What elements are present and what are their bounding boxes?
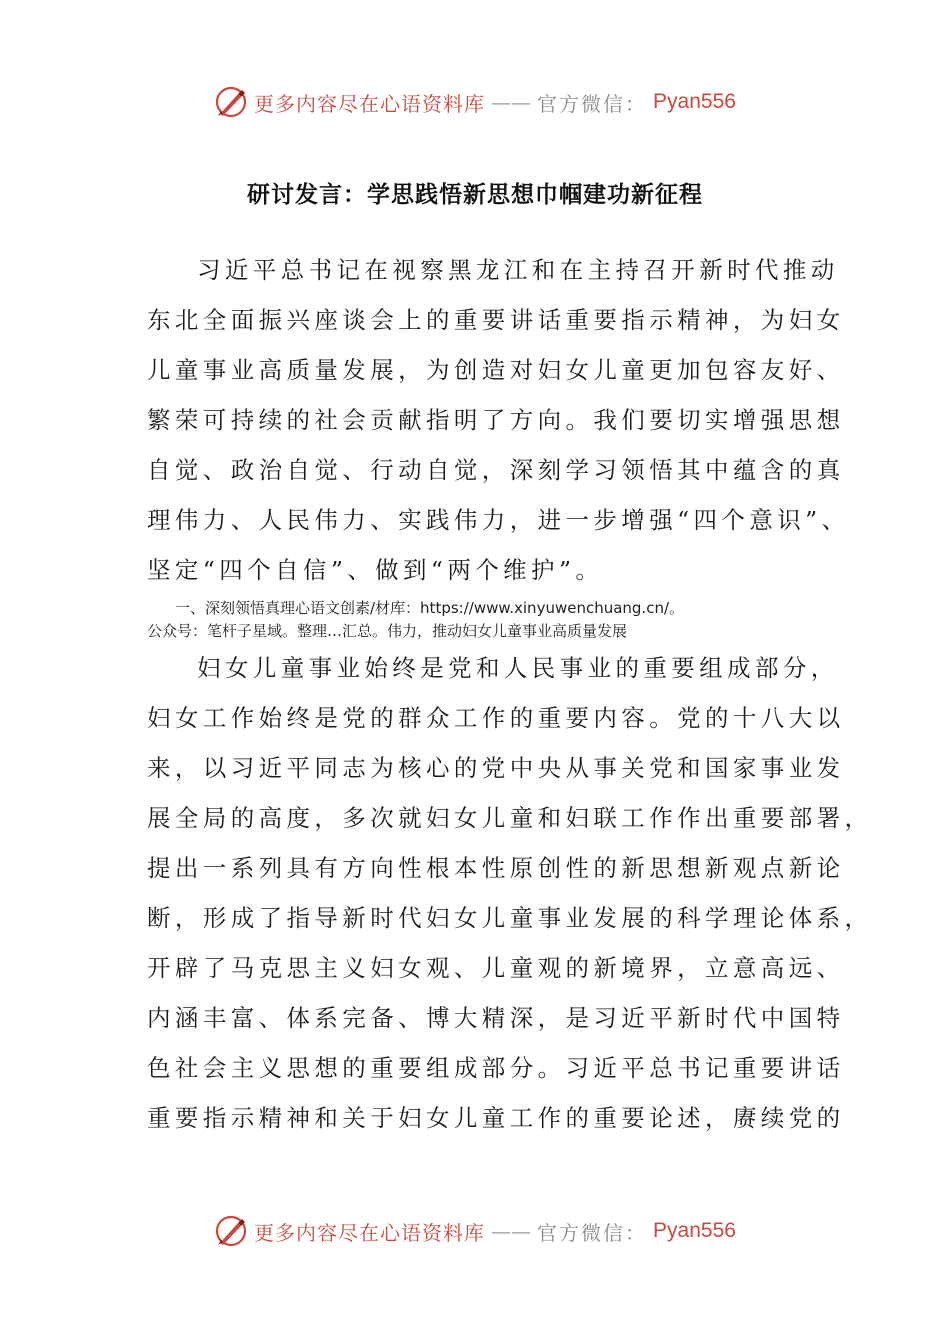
text-line: 理伟力、人民伟力、实践伟力，进一步增强“四个意识”、	[147, 506, 850, 534]
watermark-wechat-label: 官方微信：	[537, 91, 648, 116]
pen-logo-icon	[214, 1214, 248, 1248]
text-line: 妇女儿童事业始终是党和人民事业的重要组成部分，	[197, 654, 839, 682]
text-line: 内涵丰富、体系完备、博大精深，是习近平新时代中国特	[147, 1004, 845, 1032]
text-line: 展全局的高度，多次就妇女儿童和妇联工作作出重要部署，	[147, 804, 873, 832]
watermark-banner-bottom	[0, 1211, 950, 1251]
text-line: 开辟了马克思主义妇女观、儿童观的新境界，立意高远、	[147, 954, 845, 982]
text-line: 儿童事业高质量发展，为创造对妇女儿童更加包容友好、	[147, 356, 845, 384]
watermark-wechat-id: Pyan556	[653, 90, 736, 113]
heading-line: 公众号：笔杆子星域。整理…汇总。伟力，推动妇女儿童事业高质量发展	[147, 622, 628, 640]
watermark-dash: ——	[491, 1219, 532, 1243]
watermark-dash: ——	[491, 90, 532, 114]
text-line: 提出一系列具有方向性根本性原创性的新思想新观点新论	[147, 854, 845, 882]
document-title: 研讨发言：学思践悟新思想巾帼建功新征程	[247, 182, 703, 208]
pen-logo-icon	[214, 85, 248, 119]
watermark-text: 更多内容尽在心语资料库	[254, 91, 486, 116]
heading-line: 一、深刻领悟真理心语文创素/材库：https://www.xinyuwenchuang.cn/。	[175, 599, 685, 617]
watermark-wechat-label: 官方微信：	[537, 1220, 648, 1245]
text-line: 习近平总书记在视察黑龙江和在主持召开新时代推动	[197, 256, 839, 284]
watermark-wechat-id: Pyan556	[653, 1219, 736, 1242]
text-line: 繁荣可持续的社会贡献指明了方向。我们要切实增强思想	[147, 406, 845, 434]
text-line: 妇女工作始终是党的群众工作的重要内容。党的十八大以	[147, 704, 845, 732]
watermark-banner-top	[0, 82, 950, 122]
text-line: 东北全面振兴座谈会上的重要讲话重要指示精神，为妇女	[147, 306, 845, 334]
text-line: 自觉、政治自觉、行动自觉，深刻学习领悟其中蕴含的真	[147, 456, 845, 484]
watermark-text: 更多内容尽在心语资料库	[254, 1220, 486, 1245]
text-line: 重要指示精神和关于妇女儿童工作的重要论述，赓续党的	[147, 1104, 845, 1132]
text-line: 断，形成了指导新时代妇女儿童事业发展的科学理论体系，	[147, 904, 873, 932]
text-line: 坚定“四个自信”、做到“两个维护”。	[147, 556, 604, 584]
text-line: 色社会主义思想的重要组成部分。习近平总书记重要讲话	[147, 1054, 845, 1082]
text-line: 来，以习近平同志为核心的党中央从事关党和国家事业发	[147, 754, 845, 782]
